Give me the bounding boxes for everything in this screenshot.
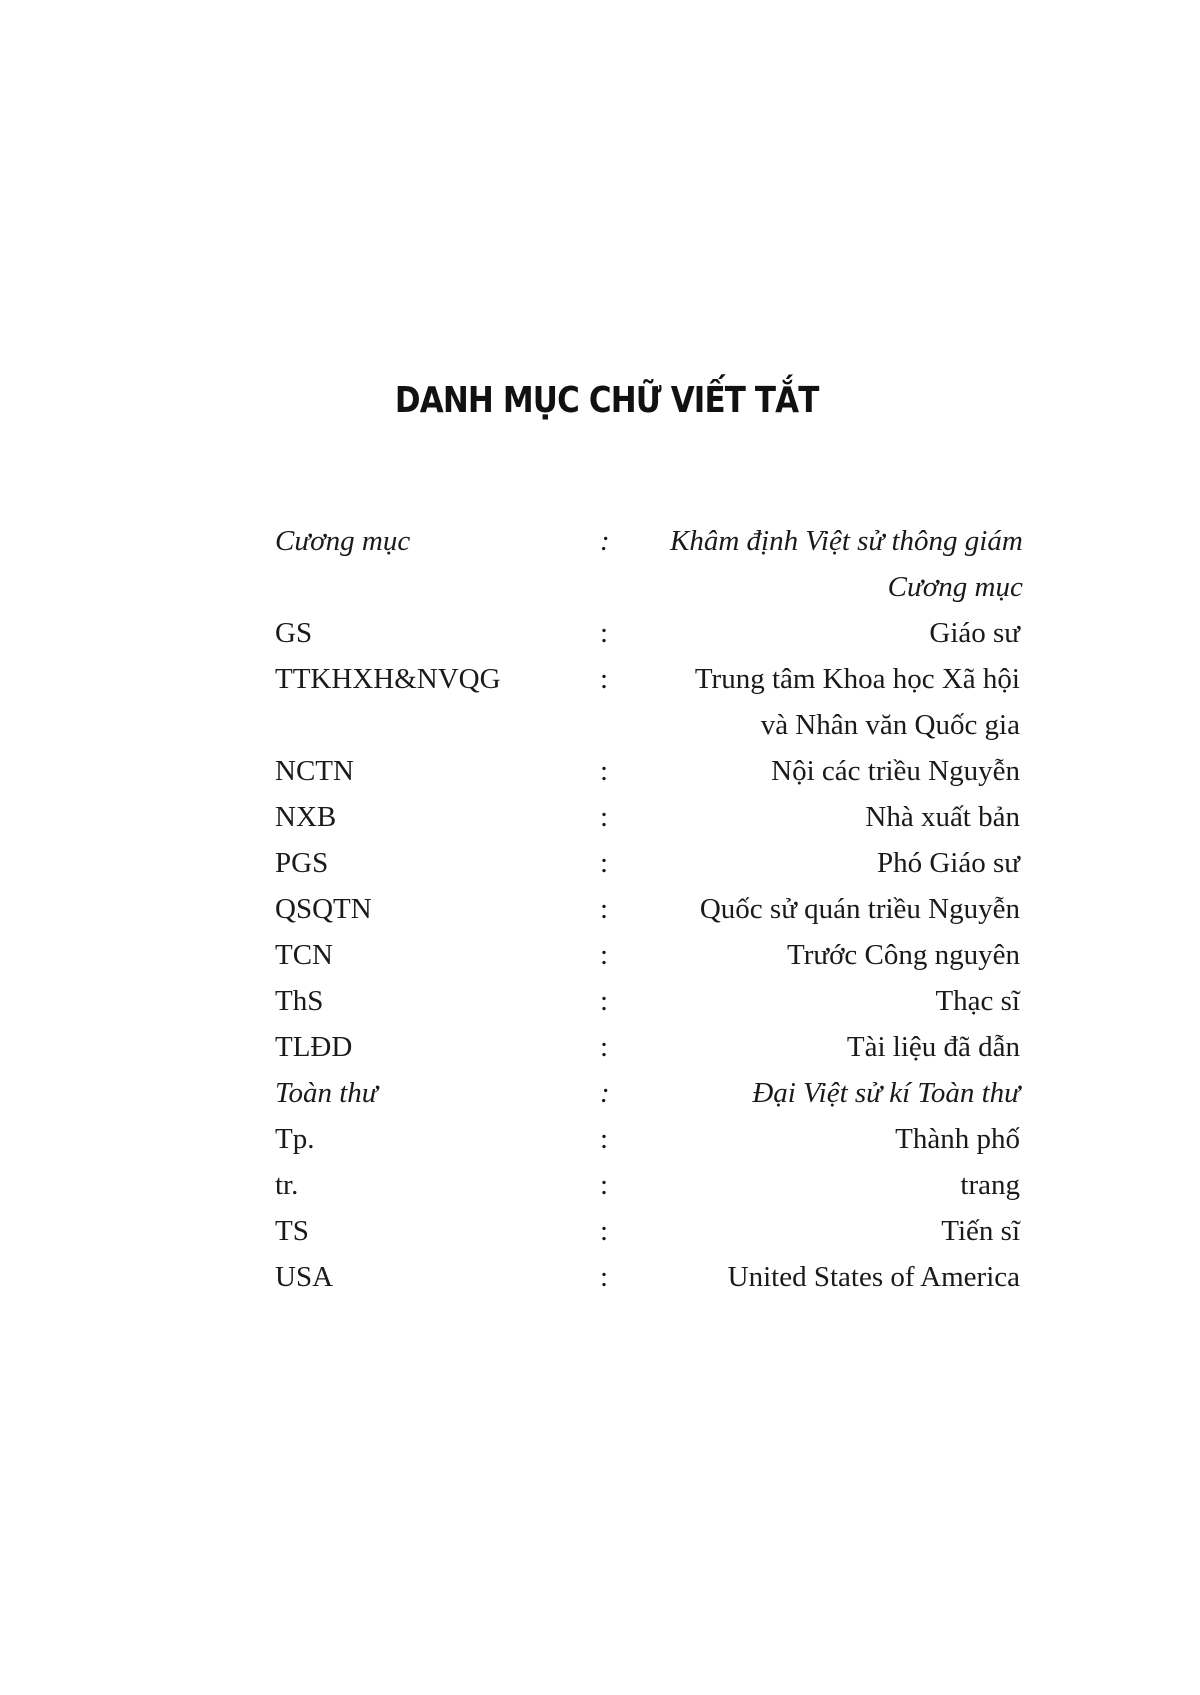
separator-colon: : [600,1169,609,1201]
abbreviation-row [275,1162,1020,1208]
separator-colon: : [600,525,610,557]
abbreviation-term: GS [275,617,313,649]
abbreviation-meaning [670,794,1020,840]
abbreviation-term: ThS [275,985,324,1017]
meaning-line: United States of America [727,1261,1020,1293]
abbreviation-meaning [670,1070,1020,1116]
abbreviation-meaning [670,1208,1020,1254]
abbreviation-meaning [670,518,1023,610]
meaning-line: Trung tâm Khoa học Xã hội [694,663,1020,695]
abbreviation-row [275,1208,1020,1254]
abbreviation-term: Toàn thư [275,1077,378,1109]
abbreviation-term: TS [275,1215,309,1247]
abbreviation-meaning [670,840,1020,886]
separator-colon: : [600,1123,609,1155]
abbreviation-row [275,794,1020,840]
separator-colon: : [600,1031,609,1063]
separator-colon: : [600,985,609,1017]
abbreviation-meaning [670,1024,1020,1070]
abbreviation-term: TCN [275,939,333,971]
abbreviation-row [275,1254,1020,1300]
abbreviation-meaning [670,1254,1020,1300]
meaning-line: Khâm định Việt sử thông giám [670,525,1023,557]
abbreviation-meaning [670,886,1020,932]
abbreviation-meaning [670,610,1020,656]
abbreviation-row [275,1116,1020,1162]
abbreviation-term: Cương mục [275,525,411,557]
separator-colon: : [600,893,609,925]
separator-colon: : [600,1261,609,1293]
meaning-line: và Nhân văn Quốc gia [760,709,1020,741]
abbreviation-row [275,932,1020,978]
meaning-line: Giáo sư [929,617,1020,649]
abbreviation-term: NCTN [275,755,354,787]
abbreviation-term: QSQTN [275,893,372,925]
abbreviation-term: TLĐD [275,1031,353,1063]
abbreviation-meaning [670,1116,1020,1162]
abbreviation-meaning [670,932,1020,978]
separator-colon: : [600,847,609,879]
abbreviation-row [275,840,1020,886]
abbreviation-row [275,978,1020,1024]
abbreviation-meaning [670,978,1020,1024]
abbreviation-meaning [670,656,1020,748]
meaning-line: Tiến sĩ [941,1215,1020,1247]
abbreviation-row [275,518,1023,610]
abbreviation-row [275,748,1020,794]
abbreviation-term: tr. [275,1169,299,1201]
abbreviation-meaning [670,1162,1020,1208]
abbreviation-term: NXB [275,801,337,833]
meaning-line: Nhà xuất bản [865,801,1020,833]
abbreviation-meaning [670,748,1020,794]
abbreviation-row [275,1024,1020,1070]
separator-colon: : [600,801,609,833]
separator-colon: : [600,617,609,649]
separator-colon: : [600,663,609,695]
meaning-line: Quốc sử quán triều Nguyễn [699,893,1020,925]
meaning-line: Thạc sĩ [935,985,1020,1017]
abbreviation-row [275,610,1020,656]
meaning-line: Tài liệu đã dẫn [846,1031,1020,1063]
meaning-line: Trước Công nguyên [787,939,1020,971]
abbreviation-list [275,518,1023,1300]
page-title: DANH MỤC CHỮ VIẾT TẮT [394,380,819,421]
abbreviation-row [275,656,1020,748]
separator-colon: : [600,755,609,787]
abbreviation-term: TTKHXH&NVQG [275,663,501,695]
separator-colon: : [600,1077,610,1109]
meaning-line: trang [960,1169,1020,1201]
abbreviation-row [275,886,1020,932]
abbreviation-term: Tp. [275,1123,315,1155]
abbreviation-term: USA [275,1261,334,1293]
separator-colon: : [600,1215,609,1247]
meaning-line: Phó Giáo sư [876,847,1020,879]
abbreviation-row [275,1070,1020,1116]
separator-colon: : [600,939,609,971]
meaning-line: Đại Việt sử kí Toàn thư [752,1077,1020,1109]
meaning-line: Thành phố [895,1123,1020,1155]
meaning-line: Cương mục [887,571,1023,603]
meaning-line: Nội các triều Nguyễn [771,755,1020,787]
abbreviation-term: PGS [275,847,329,879]
